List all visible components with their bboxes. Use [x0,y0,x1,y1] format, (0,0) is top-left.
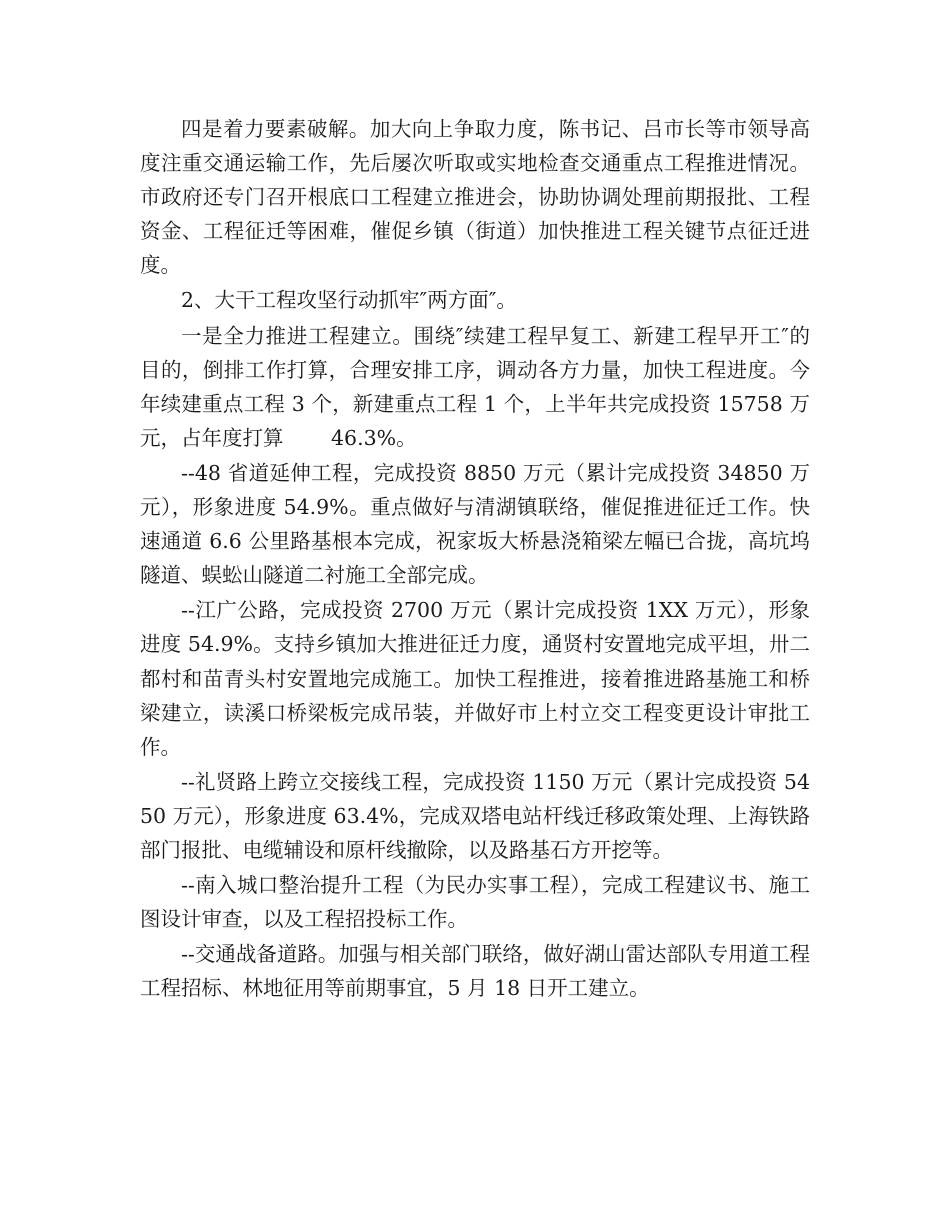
paragraph-section-heading: 2、大干工程攻坚行动抓牢″两方面″。 [181,288,517,313]
paragraph-project-construction: 一是全力推进工程建立。围绕″续建工程早复工、新建工程早开工″的目的，倒排工作打算，合理安排工序，调动各方力量，加快工程进度。今年续建重点工程 3 个，新建重点工程 1 个，上半年共完成投资 15758 万元，占年度打算 46.3%。 [140,323,810,450]
paragraph-strategic-road: --交通战备道路。加强与相关部门联络，做好湖山雷达部队专用道工程工程招标、林地征用等前期事宜，5 月 18 日开工建立。 [140,942,810,1001]
document-body [140,112,810,1006]
paragraph-lixian-road-overpass: --礼贤路上跨立交接线工程，完成投资 1150 万元（累计完成投资 5450 万元），形象进度 63.4%，完成双塔电站杆线迁移政策处理、上海铁路部门报批、电缆辅设和原杆线撤除，以及路基石方开挖等。 [140,769,810,862]
paragraph-south-entrance: --南入城口整治提升工程（为民办实事工程），完成工程建议书、施工图设计审查，以及工程招投标工作。 [140,873,810,932]
paragraph-provincial-road-48: --48 省道延伸工程，完成投资 8850 万元（累计完成投资 34850 万元），形象进度 54.9%。重点做好与清湖镇联络，催促推进征迁工作。快速通道 6.6 公里路基根本完成，祝家坂大桥悬浇箱梁左幅已合拢，高坑坞隧道、蜈蚣山隧道二衬施工全部完成。 [140,460,810,588]
paragraph-jiangguang-highway: --江广公路，完成投资 2700 万元（累计完成投资 1XX 万元），形象进度 54.9%。支持乡镇加大推进征迁力度，通贤村安置地完成平坦，卅二都村和苗青头村安置地完成施工。加快工程推进，接着推进路基施工和桥梁建立，读溪口桥梁板完成吊装，并做好市上村立交工程变更设计审批工作。 [140,598,810,759]
paragraph-factor-resolution: 四是着力要素破解。加大向上争取力度，陈书记、吕市长等市领导高度注重交通运输工作，先后屡次听取或实地检查交通重点工程推进情况。市政府还专门召开根底口工程建立推进会，协助协调处理前期报批、工程资金、工程征迁等困难，催促乡镇（街道）加快推进工程关键节点征迁进度。 [140,117,810,278]
